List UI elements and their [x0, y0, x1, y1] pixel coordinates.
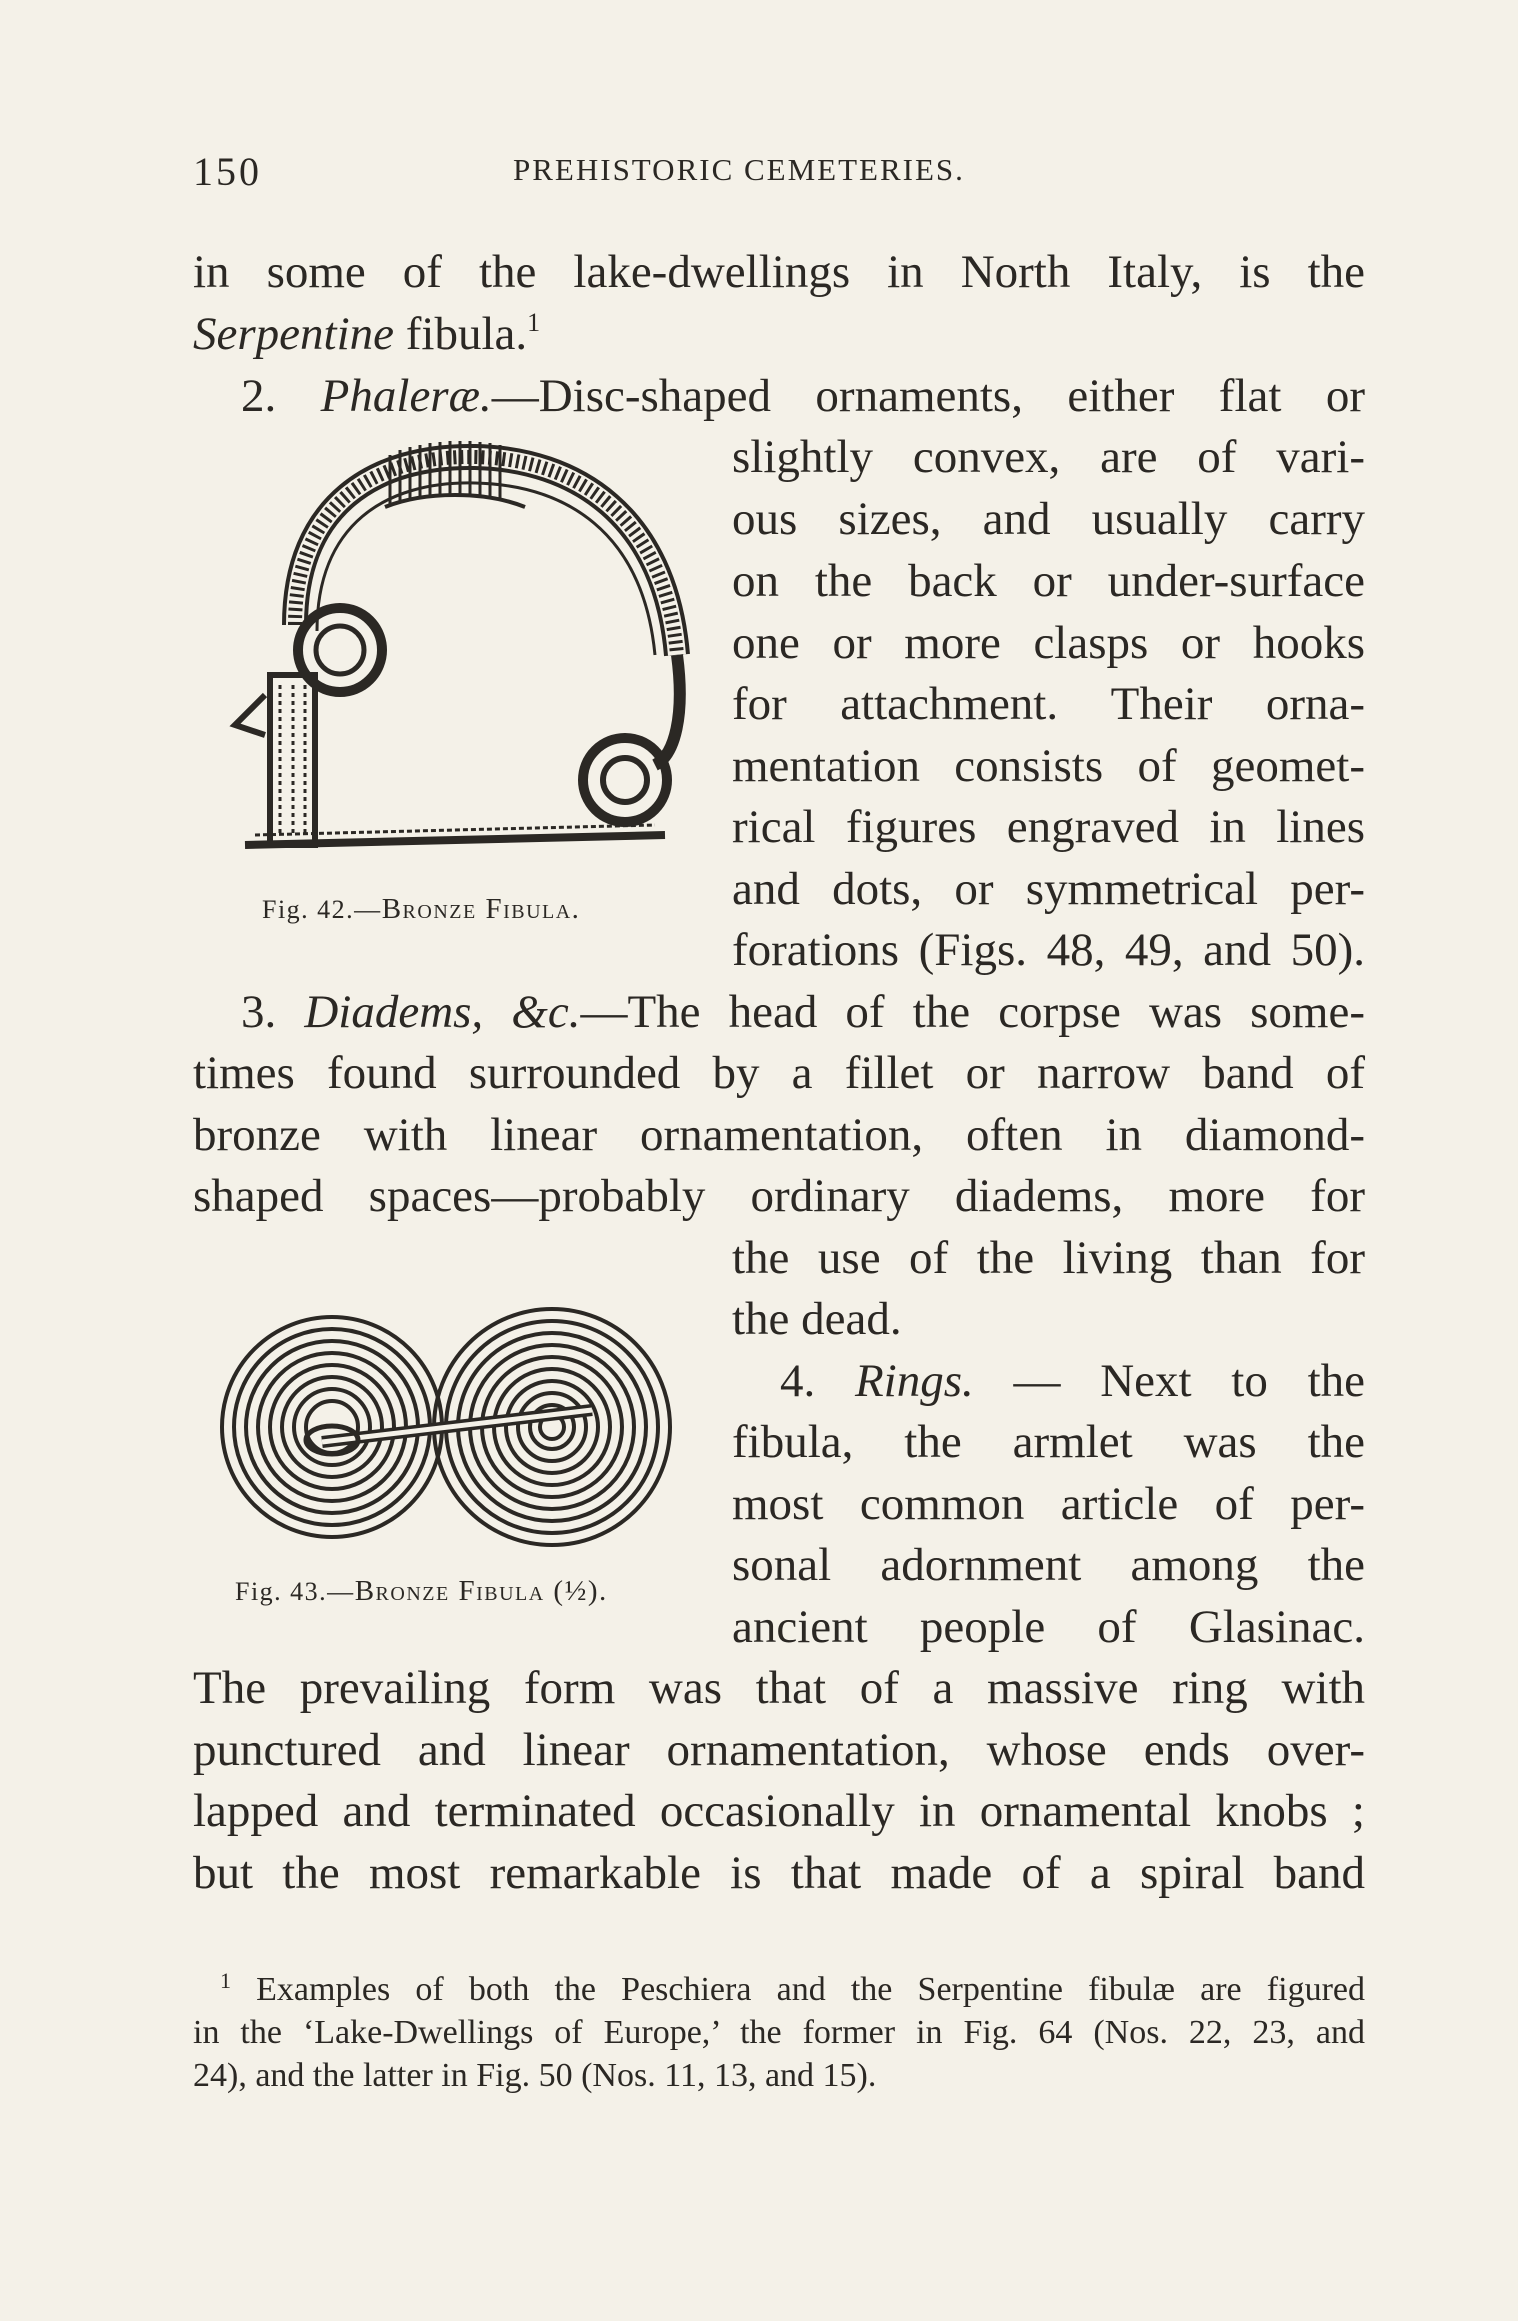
text-line-21: most common article of per- [732, 1478, 1365, 1530]
text-line-14: times found surrounded by a fillet or narrow band of [193, 1047, 1365, 1099]
text-line-9: mentation consists of geomet- [732, 740, 1365, 792]
section-number: 3. [241, 986, 305, 1038]
footnote-text: Examples of both the Peschiera and the Serpentine fibulæ are figured [231, 1971, 1365, 2008]
italic-term: Serpentine [193, 308, 394, 360]
figure-label: Fig. 43.— [235, 1577, 355, 1606]
text-line-22: sonal adornment among the [732, 1539, 1365, 1591]
footnote-ref: 1 [527, 308, 541, 337]
text-line-12: forations (Figs. 48, 49, and 50). [732, 924, 1365, 976]
footnote-line-3: 24), and the latter in Fig. 50 (Nos. 11, 13, and 15). [193, 2057, 877, 2094]
text-line-6: on the back or under-surface [732, 555, 1365, 607]
text-fragment: — Next to the [973, 1355, 1365, 1407]
figure-42-bronze-fibula [225, 395, 695, 865]
text-line-24: The prevailing form was that of a massive ring with [193, 1662, 1365, 1714]
figure-title: Bronze Fibula. [381, 893, 581, 925]
section-heading: Diadems, &c. [304, 986, 581, 1038]
figure-title: Bronze Fibula (½). [354, 1575, 608, 1607]
figure-43-spiral-fibula [212, 1292, 682, 1562]
page-number: 150 [193, 149, 262, 194]
figure-label: Fig. 42.— [262, 895, 382, 924]
text-line-5: ous sizes, and usually carry [732, 493, 1365, 545]
text-line-19 [780, 1352, 1365, 1410]
text-line-7: one or more clasps or hooks [732, 617, 1365, 669]
section-number: 2. [241, 370, 321, 422]
section-number: 4. [780, 1355, 855, 1407]
text-line-16: shaped spaces—probably ordinary diadems, more for [193, 1170, 1365, 1222]
text-fragment: —Disc-shaped ornaments, either flat or [491, 370, 1365, 422]
text-line-23: ancient people of Glasinac. [732, 1601, 1365, 1653]
text-fragment: —The head of the corpse was some- [580, 986, 1365, 1038]
footnote-line-2: in the ‘Lake-Dwellings of Europe,’ the former in Fig. 64 (Nos. 22, 23, and [193, 2014, 1365, 2051]
text-line-11: and dots, or symmetrical per- [732, 863, 1365, 915]
running-title: PREHISTORIC CEMETERIES. [513, 152, 965, 187]
text-line-2 [193, 305, 1365, 363]
text-fragment: fibula. [394, 308, 528, 360]
text-line-4: slightly convex, are of vari- [732, 431, 1365, 483]
text-line-27: but the most remarkable is that made of a spiral band [193, 1847, 1365, 1899]
section-heading: Phaleræ. [320, 370, 492, 422]
text-line-8: for attachment. Their orna- [732, 678, 1365, 730]
text-line-1: in some of the lake-dwellings in North Italy, is the [193, 246, 1365, 298]
text-line-25: punctured and linear ornamentation, whose ends over- [193, 1724, 1365, 1776]
text-line-20: fibula, the armlet was the [732, 1416, 1365, 1468]
text-line-26: lapped and terminated occasionally in ornamental knobs ; [193, 1785, 1365, 1837]
figure-43-caption [235, 1575, 608, 1608]
footnote-line-1 [220, 1968, 1365, 2011]
text-line-17: the use of the living than for [732, 1232, 1365, 1284]
text-line-15: bronze with linear ornamentation, often in diamond- [193, 1109, 1365, 1161]
text-line-10: rical figures engraved in lines [732, 801, 1365, 853]
text-line-18: the dead. [732, 1293, 902, 1345]
figure-42-caption [262, 893, 580, 926]
running-head [193, 148, 1373, 198]
footnote-marker: 1 [220, 1968, 231, 1993]
text-line-13 [241, 983, 1365, 1041]
section-heading: Rings. [854, 1355, 974, 1407]
